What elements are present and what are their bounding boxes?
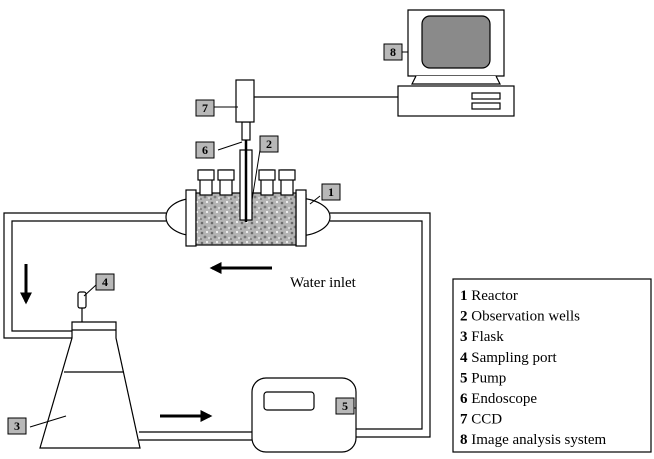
- legend-item-text: Sampling port: [467, 349, 557, 366]
- legend-item-text: Reactor: [467, 288, 518, 304]
- legend-item: [460, 288, 518, 304]
- callout-endoscope: [196, 142, 214, 158]
- svg-text:8: 8: [390, 45, 396, 59]
- legend-item-number: 6: [460, 391, 468, 407]
- water-inlet-label: Water inlet: [290, 275, 356, 291]
- legend-item-number: 4: [460, 349, 468, 366]
- callout-flask: [8, 418, 26, 434]
- callout-ccd: [196, 100, 214, 116]
- callout-reactor: [322, 184, 340, 200]
- legend-item: [460, 329, 504, 345]
- legend-item-number: 5: [460, 370, 468, 387]
- flask: [40, 292, 140, 448]
- svg-text:1: 1: [328, 185, 334, 199]
- legend-item-number: 7: [460, 411, 468, 428]
- legend-item-number: 3: [460, 329, 468, 346]
- legend-item-text: CCD: [467, 411, 503, 428]
- svg-text:5: 5: [342, 399, 348, 413]
- legend-item-text: Endoscope: [467, 391, 538, 407]
- computer-case: [398, 86, 514, 116]
- legend-item-number: 1: [460, 288, 468, 304]
- callout-sampling-port: [96, 274, 114, 290]
- callout-image-analysis-system: [384, 44, 402, 60]
- svg-text:2: 2: [266, 137, 272, 151]
- image-analysis-computer: [398, 10, 514, 116]
- sampling-port: [78, 292, 86, 322]
- svg-text:3: 3: [14, 419, 20, 433]
- ccd-camera: [236, 80, 398, 122]
- monitor-screen: [422, 16, 490, 68]
- legend-item: [460, 432, 607, 448]
- legend-item-text: Pump: [467, 370, 507, 387]
- legend-item-text: Observation wells: [467, 308, 580, 325]
- legend-item: [460, 350, 557, 366]
- reactor: [166, 150, 330, 246]
- legend-item: [460, 412, 502, 428]
- legend-item-number: 8: [460, 432, 468, 449]
- legend-item: [460, 391, 537, 407]
- legend-item-number: 2: [460, 308, 468, 325]
- legend-item-text: Flask: [467, 329, 504, 346]
- callout-observation-wells: [260, 136, 278, 152]
- callout-pump: [336, 398, 354, 414]
- legend-item: [460, 309, 580, 325]
- svg-text:4: 4: [102, 275, 108, 289]
- legend: [453, 279, 651, 452]
- svg-text:6: 6: [202, 143, 208, 157]
- legend-item-text: Image analysis system: [467, 432, 607, 449]
- legend-item: [460, 370, 506, 386]
- pump: [252, 378, 356, 452]
- svg-text:7: 7: [202, 101, 208, 115]
